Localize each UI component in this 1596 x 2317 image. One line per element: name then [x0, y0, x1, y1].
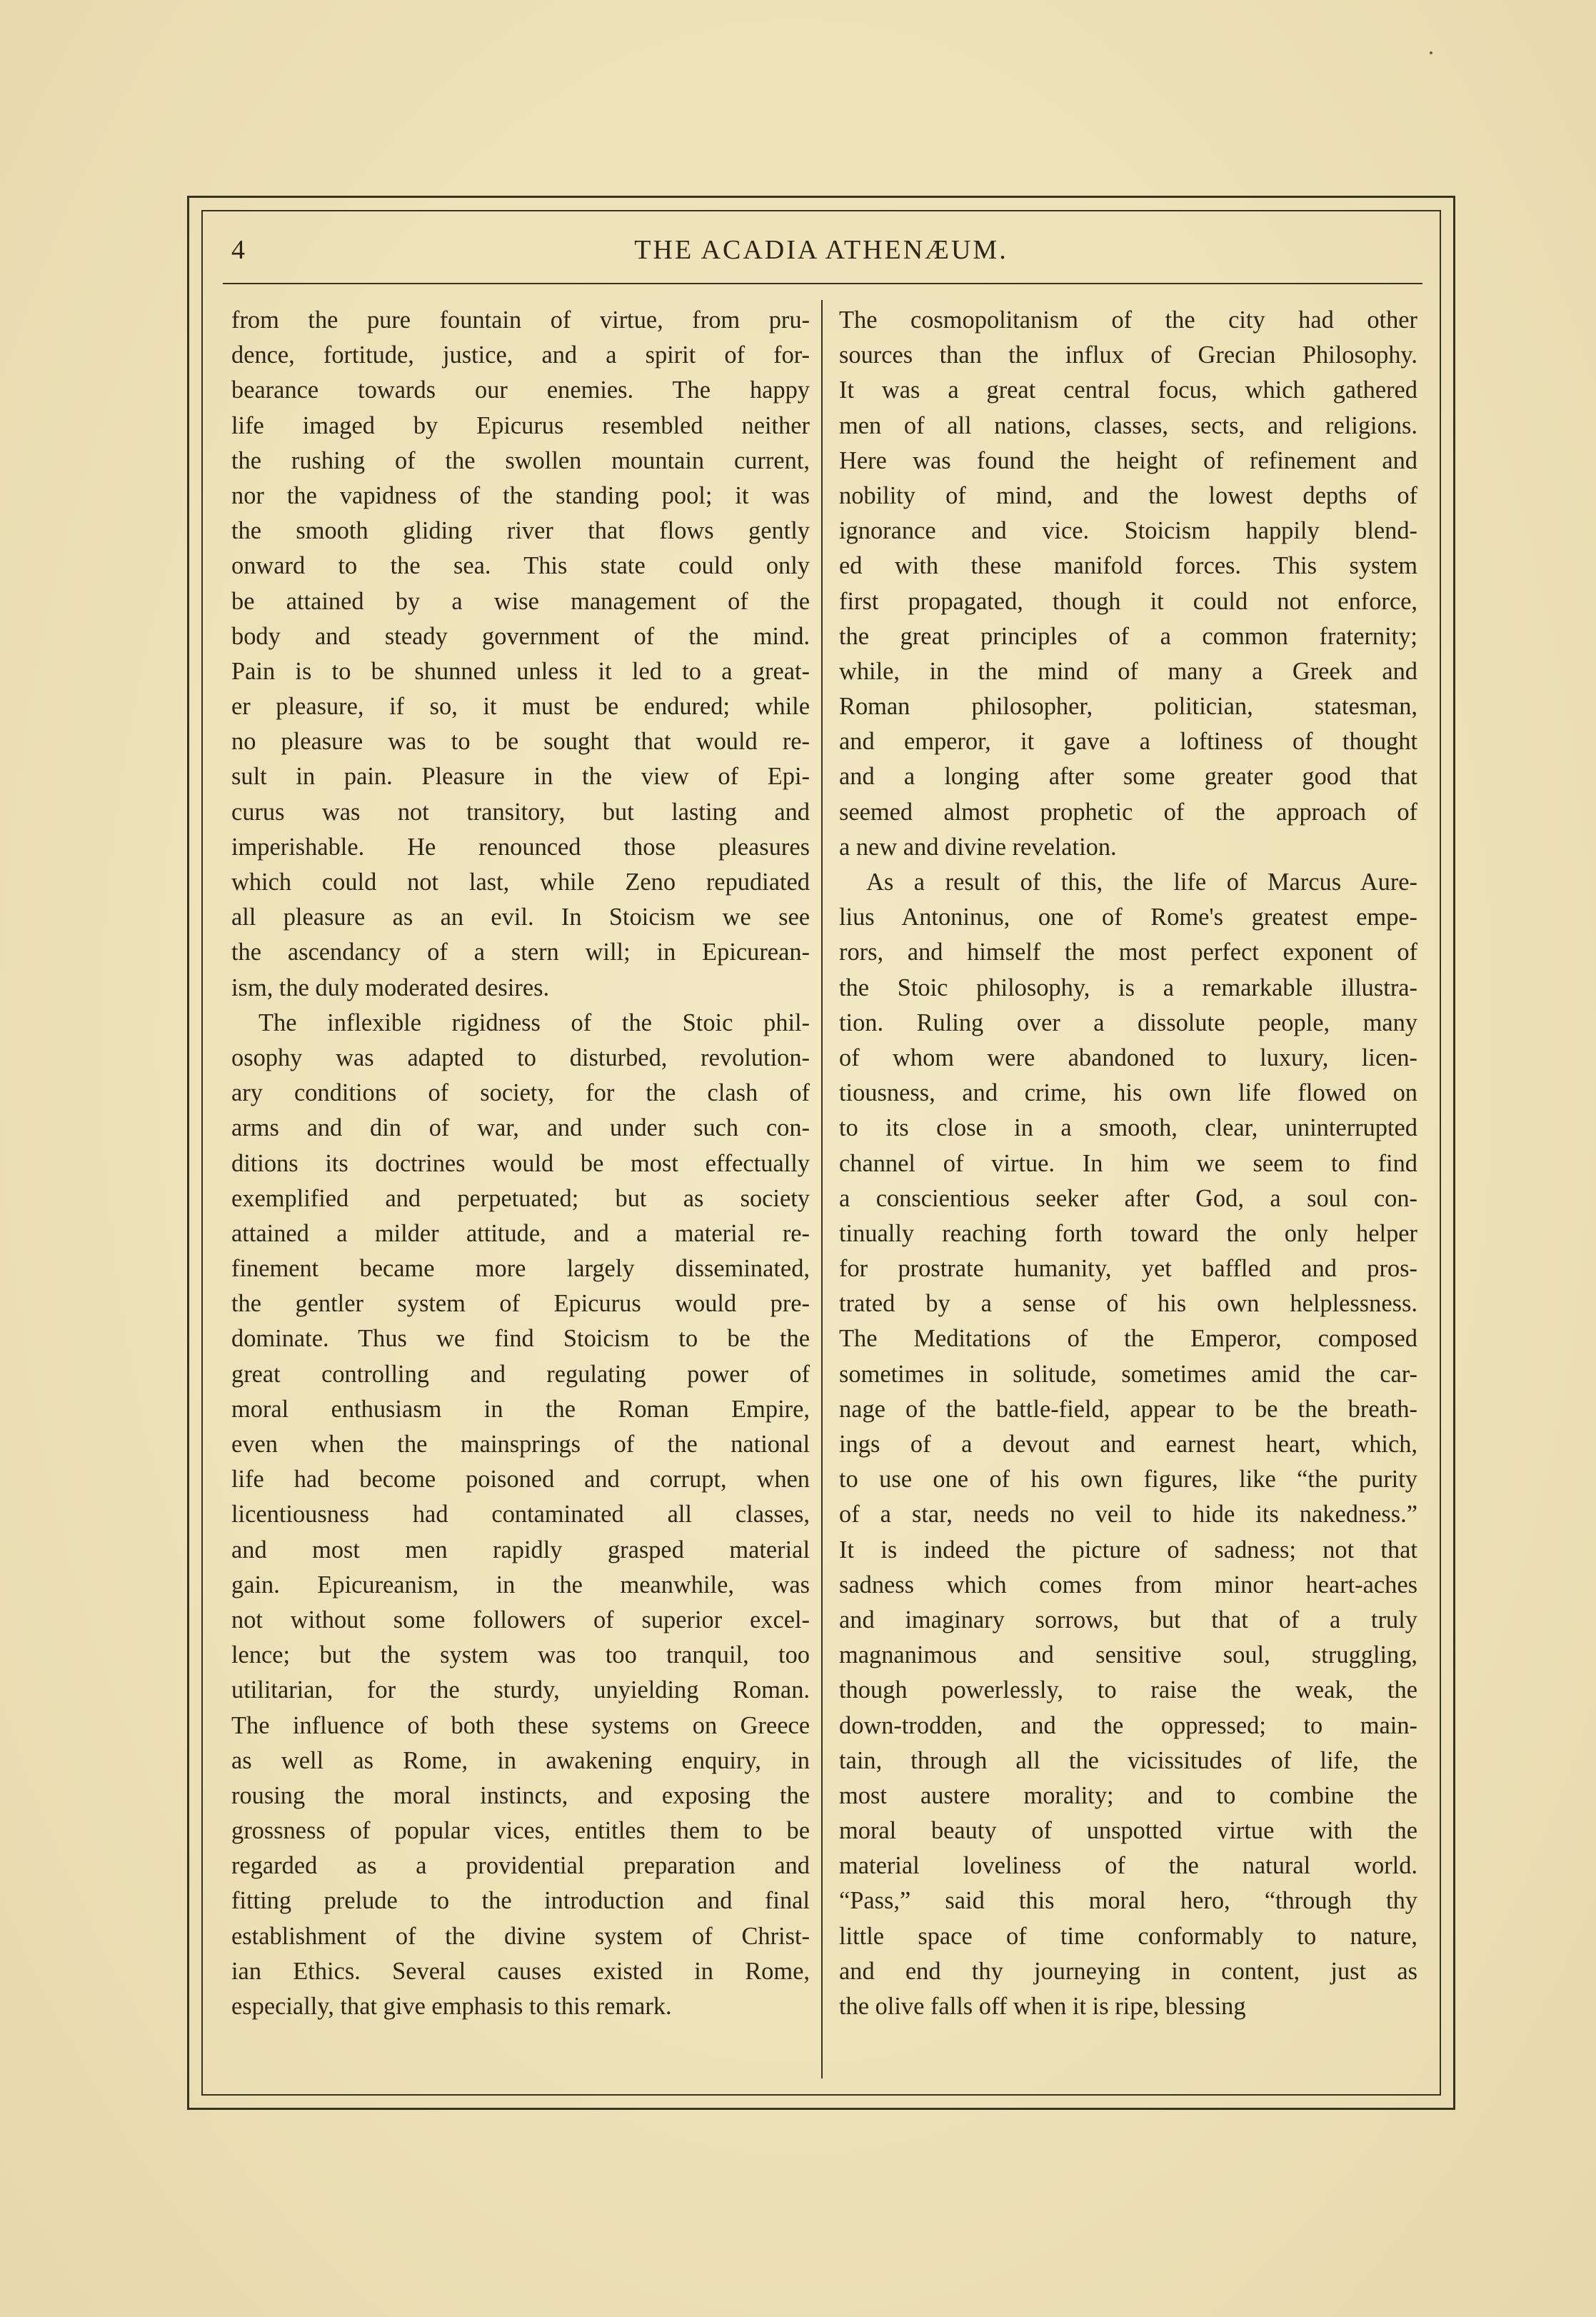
text-line: and end thy journeying in content, just as — [839, 1957, 1417, 1985]
text-line: trated by a sense of his own helplessness. — [839, 1290, 1417, 1318]
text-line: a new and divine revelation. — [839, 833, 1117, 861]
text-line: body and steady government of the mind. — [231, 622, 810, 650]
text-line: “Pass,” said this moral hero, “through thy — [839, 1887, 1417, 1915]
text-line: moral enthusiasm in the Roman Empire, — [231, 1395, 810, 1423]
text-line: rousing the moral instincts, and exposing the — [231, 1781, 810, 1809]
text-line: a conscientious seeker after God, a soul con- — [839, 1184, 1417, 1212]
text-line: ary conditions of society, for the clash of — [231, 1079, 810, 1107]
text-line: little space of time conformably to nature, — [839, 1922, 1417, 1950]
running-title: THE ACADIA ATHENÆUM. — [634, 235, 1008, 265]
left-column — [231, 303, 810, 2024]
text-line: finement became more largely disseminated, — [231, 1255, 810, 1283]
text-line: establishment of the divine system of Christ- — [231, 1922, 810, 1950]
text-line: be attained by a wise management of the — [231, 587, 810, 615]
text-line: The influence of both these systems on Greece — [231, 1711, 810, 1739]
text-line: utilitarian, for the sturdy, unyielding Roman. — [231, 1676, 810, 1704]
page-header — [214, 227, 1428, 270]
text-line: Pain is to be shunned unless it led to a great- — [231, 657, 810, 685]
text-line: the great principles of a common fraternity; — [839, 622, 1417, 650]
text-line: fitting prelude to the introduction and final — [231, 1887, 810, 1915]
text-line: tinually reaching forth toward the only helper — [839, 1219, 1417, 1247]
text-line: bearance towards our enemies. The happy — [231, 376, 810, 404]
text-line: sometimes in solitude, sometimes amid the car- — [839, 1360, 1417, 1388]
text-line: which could not last, while Zeno repudiated — [231, 869, 810, 896]
text-line: the ascendancy of a stern will; in Epicurean- — [231, 939, 810, 966]
text-line: seemed almost prophetic of the approach of — [839, 798, 1417, 826]
text-line: Here was found the height of refinement and — [839, 446, 1417, 474]
text-line: dominate. Thus we find Stoicism to be the — [231, 1325, 810, 1353]
text-line: the gentler system of Epicurus would pre- — [231, 1290, 810, 1318]
text-line: sources than the influx of Grecian Philosophy. — [839, 341, 1417, 369]
text-line: nage of the battle-field, appear to be the breath- — [839, 1395, 1417, 1423]
text-line: It is indeed the picture of sadness; not that — [839, 1536, 1417, 1563]
text-line: first propagated, though it could not enforce, — [839, 587, 1417, 615]
column-divider — [821, 300, 823, 2078]
text-line: It was a great central focus, which gathered — [839, 376, 1417, 404]
text-line: regarded as a providential preparation and — [231, 1852, 810, 1880]
text-line: grossness of popular vices, entitles them to be — [231, 1817, 810, 1845]
text-line: to use one of his own figures, like “the purity — [839, 1466, 1417, 1493]
speck — [1430, 51, 1432, 54]
text-line: tion. Ruling over a dissolute people, many — [839, 1009, 1417, 1036]
text-line: ism, the duly moderated desires. — [231, 974, 550, 1001]
text-line: most austere morality; and to combine the — [839, 1781, 1417, 1809]
text-line: curus was not transitory, but lasting and — [231, 798, 810, 826]
text-line: great controlling and regulating power of — [231, 1360, 810, 1388]
right-column — [839, 303, 1417, 2024]
text-line: rors, and himself the most perfect exponent of — [839, 939, 1417, 966]
text-line: attained a milder attitude, and a material re- — [231, 1219, 810, 1247]
text-line: no pleasure was to be sought that would re- — [231, 728, 810, 756]
text-line: gain. Epicureanism, in the meanwhile, was — [231, 1571, 810, 1598]
text-line: and most men rapidly grasped material — [231, 1536, 810, 1563]
text-line: As a result of this, the life of Marcus Aure- — [866, 869, 1417, 896]
text-line: to its close in a smooth, clear, uninterrupted — [839, 1114, 1417, 1142]
text-line: life had become poisoned and corrupt, when — [231, 1466, 810, 1493]
text-line: exemplified and perpetuated; but as society — [231, 1184, 810, 1212]
text-line: down-trodden, and the oppressed; to main- — [839, 1711, 1417, 1739]
text-line: ings of a devout and earnest heart, which, — [839, 1431, 1417, 1458]
text-line: arms and din of war, and under such con- — [231, 1114, 810, 1142]
text-line: all pleasure as an evil. In Stoicism we see — [231, 904, 810, 931]
text-line: of whom were abandoned to luxury, licen- — [839, 1044, 1417, 1071]
text-line: material loveliness of the natural world. — [839, 1852, 1417, 1880]
text-line: men of all nations, classes, sects, and religions. — [839, 411, 1417, 439]
text-line: er pleasure, if so, it must be endured; while — [231, 693, 810, 721]
text-line: Roman philosopher, politician, statesman, — [839, 693, 1417, 721]
page-number: 4 — [231, 235, 246, 265]
text-line: while, in the mind of many a Greek and — [839, 657, 1417, 685]
text-line: for prostrate humanity, yet baffled and pros- — [839, 1255, 1417, 1283]
text-line: magnanimous and sensitive soul, struggling, — [839, 1641, 1417, 1669]
text-line: tain, through all the vicissitudes of life, the — [839, 1746, 1417, 1774]
text-line: The cosmopolitanism of the city had other — [839, 306, 1417, 334]
text-line: not without some followers of superior excel- — [231, 1606, 810, 1633]
text-line: onward to the sea. This state could only — [231, 552, 810, 580]
text-line: from the pure fountain of virtue, from pru- — [231, 306, 810, 334]
text-line: ditions its doctrines would be most effectually — [231, 1149, 810, 1177]
text-line: nobility of mind, and the lowest depths of — [839, 481, 1417, 509]
text-line: dence, fortitude, justice, and a spirit of for- — [231, 341, 810, 369]
text-line: channel of virtue. In him we seem to find — [839, 1149, 1417, 1177]
text-line: the Stoic philosophy, is a remarkable illustra- — [839, 974, 1417, 1001]
text-line: life imaged by Epicurus resembled neither — [231, 411, 810, 439]
text-line: the olive falls off when it is ripe, blessing — [839, 1993, 1246, 2020]
text-line: though powerlessly, to raise the weak, the — [839, 1676, 1417, 1704]
text-line: especially, that give emphasis to this remark. — [231, 1993, 672, 2020]
text-line: and a longing after some greater good that — [839, 763, 1417, 791]
text-line: nor the vapidness of the standing pool; it was — [231, 481, 810, 509]
text-line: sadness which comes from minor heart-aches — [839, 1571, 1417, 1598]
text-line: licentiousness had contaminated all classes, — [231, 1501, 810, 1528]
text-line: as well as Rome, in awakening enquiry, in — [231, 1746, 810, 1774]
text-line: imperishable. He renounced those pleasures — [231, 833, 810, 861]
text-line: even when the mainsprings of the national — [231, 1431, 810, 1458]
text-line: lence; but the system was too tranquil, too — [231, 1641, 810, 1669]
text-line: of a star, needs no veil to hide its nakedness.” — [839, 1501, 1417, 1528]
text-line: sult in pain. Pleasure in the view of Epi- — [231, 763, 810, 791]
text-line: and emperor, it gave a loftiness of thought — [839, 728, 1417, 756]
text-line: The Meditations of the Emperor, composed — [839, 1325, 1417, 1353]
text-line: ignorance and vice. Stoicism happily blend- — [839, 517, 1417, 545]
header-rule — [223, 283, 1422, 284]
text-line: ed with these manifold forces. This system — [839, 552, 1417, 580]
text-line: lius Antoninus, one of Rome's greatest empe- — [839, 904, 1417, 931]
text-line: osophy was adapted to disturbed, revolution- — [231, 1044, 810, 1071]
text-line: tiousness, and crime, his own life flowed on — [839, 1079, 1417, 1107]
text-line: and imaginary sorrows, but that of a truly — [839, 1606, 1417, 1633]
text-line: ian Ethics. Several causes existed in Rome, — [231, 1957, 810, 1985]
text-line: moral beauty of unspotted virtue with the — [839, 1817, 1417, 1845]
text-line: the smooth gliding river that flows gently — [231, 517, 810, 545]
text-line: the rushing of the swollen mountain current, — [231, 446, 810, 474]
text-line: The inflexible rigidness of the Stoic phil- — [259, 1009, 810, 1036]
